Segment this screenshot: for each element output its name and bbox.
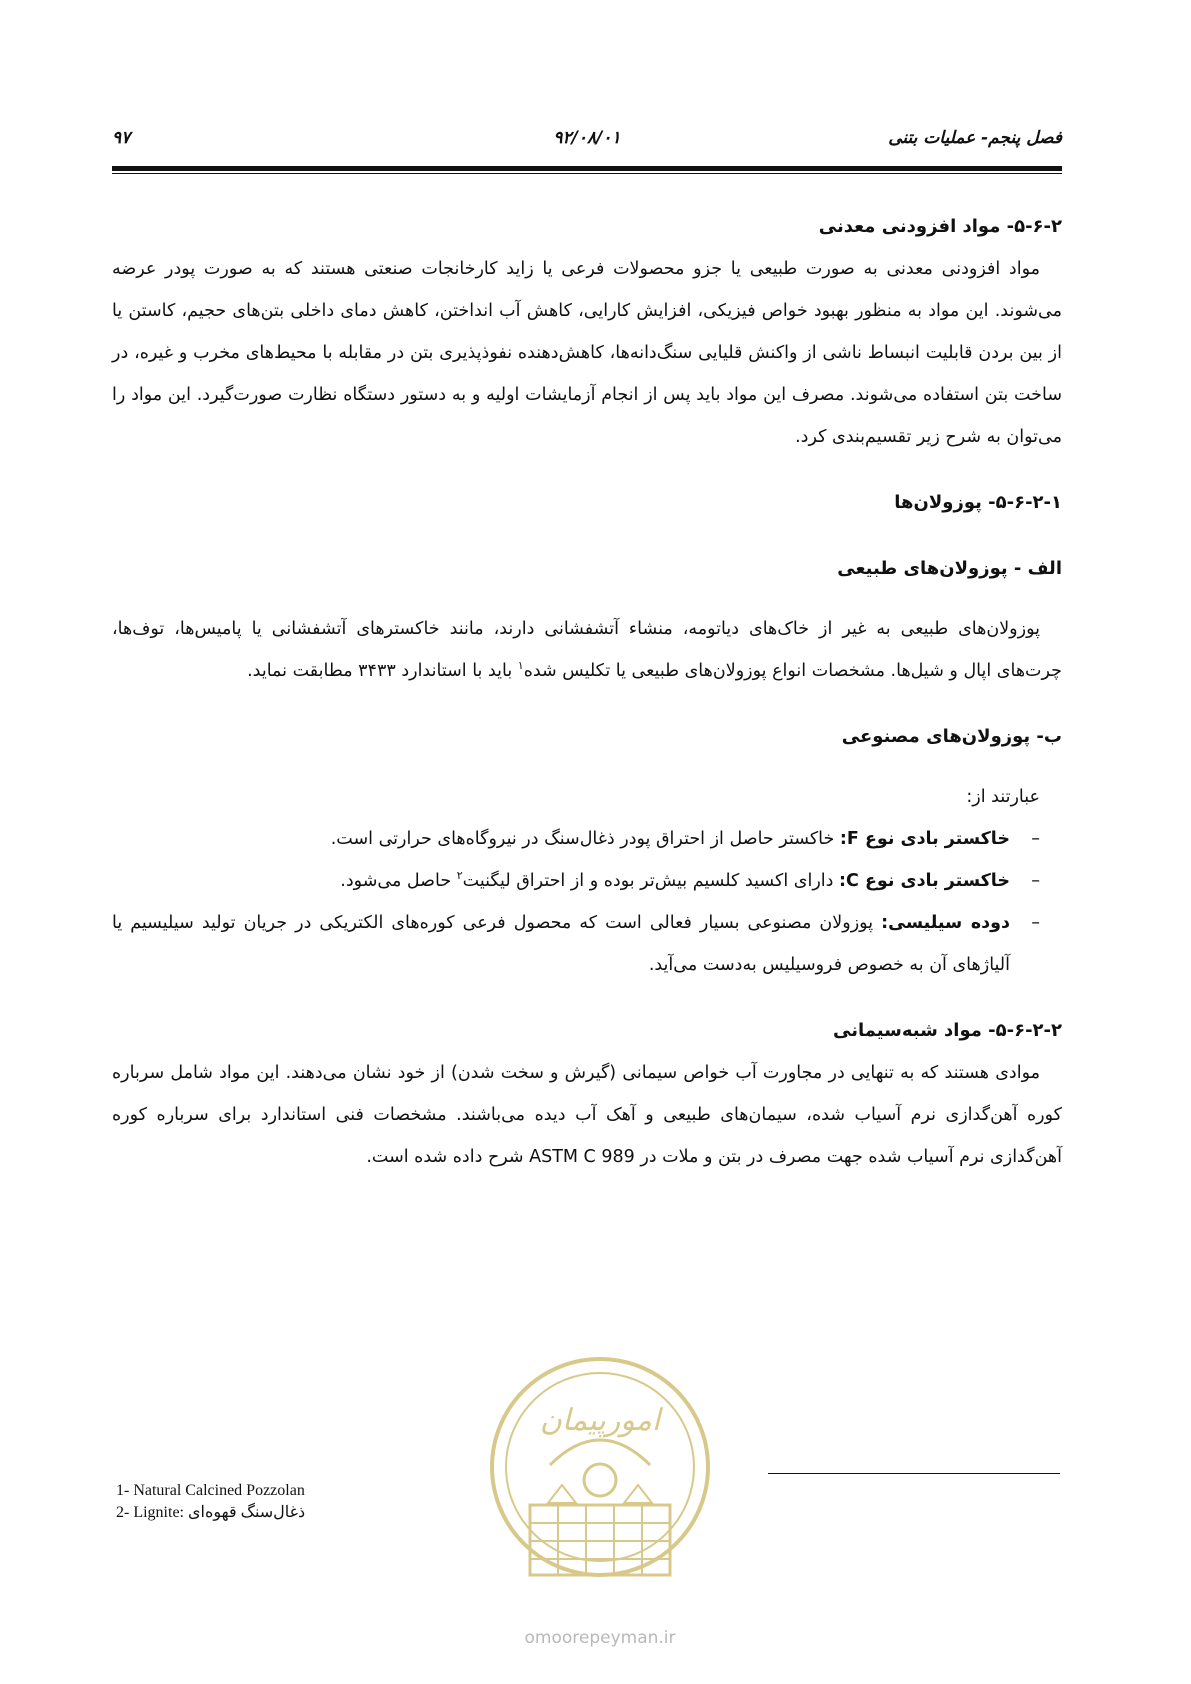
paragraph-mineral-admixtures: مواد افزودنی معدنی به صورت طبیعی یا جزو محصولات فرعی یا زاید کارخانجات صنعتی هستند که به صورت پودر عرضه می‌شوند. این مواد به منظور بهبود خواص فیزیکی، افزایش کارایی، کاهش آب انداختن، کاهش دمای داخلی بتن‌های حجیم، کاستن یا از بین بردن قابلیت انبساط ناشی از واکنش قلیایی سنگ‌دانه‌ها، کاهش‌دهنده نفوذپذیری بتن در مقابله با محیط‌های مخرب و غیره، در ساخت بتن استفاده می‌شوند. مصرف این مواد باید پس از انجام آزمایشات اولیه و به دستور دستگاه نظارت صورت‌گیرد. این مواد را می‌توان به شرح زیر تقسیم‌بندی کرد. [112,259,1062,447]
list-item-text: پوزولان مصنوعی بسیار فعالی است که محصول فرعی کوره‌های الکتریکی در جریان تولید سیلیسیم یا آلیاژهای آن به خصوص فروسیلیس به‌دست می‌آید. [112,913,1010,975]
list-item [112,902,1040,986]
paragraph-cementitious-materials: موادی هستند که به تنهایی در مجاورت آب خواص سیمانی (گیرش و سخت شدن) از خود نشان می‌دهند. این مواد شامل سرباره کوره آهن‌گدازی نرم آسیاب شده، سیمان‌های طبیعی و آهک آب دیده می‌باشند. مشخصات فنی استاندارد برای سرباره کوره آهن‌گدازی نرم آسیاب شده جهت مصرف در بتن و ملات در ASTM C 989 شرح داده شده است. [112,1063,1062,1167]
list-item-text: خاکستر حاصل از احتراق پودر ذغال‌سنگ در نیروگاه‌های حرارتی است. [330,829,840,849]
footnote-ref-2[interactable]: ۲ [456,869,463,883]
dash-bullet-icon: – [1031,829,1040,849]
section-heading-mineral-admixtures: ۵-۶-۲- مواد افزودنی معدنی [818,216,1062,237]
dash-bullet-icon: – [1031,913,1040,933]
list-item-term: خاکستر بادی نوع F: [839,829,1010,849]
footnote-ref-1[interactable]: ۱ [517,659,524,673]
list-item [112,860,1040,902]
chapter-title: فصل پنجم- عملیات بتنی [888,128,1062,148]
footnotes [116,1480,305,1524]
paragraph-natural-pozzolans [112,608,1062,692]
page-body [112,206,1062,1178]
list-item-text-end: حاصل می‌شود. [340,871,457,891]
list-item-term: دوده سیلیسی: [881,913,1010,933]
section-heading-artificial-pozzolans: ب- پوزولان‌های مصنوعی [841,726,1062,747]
list-item-text: دارای اکسید کلسیم بیش‌تر بوده و از احتراق لیگنیت [462,871,840,891]
dash-bullet-icon: – [1031,871,1040,891]
footnote-2: 2- Lignite: ذغال‌سنگ قهوه‌ای [116,1504,306,1521]
section-heading-natural-pozzolans: الف - پوزولان‌های طبیعی [837,558,1062,579]
list-item [112,818,1040,860]
natural-pozzolans-text-end: باید با استاندارد ۳۴۳۳ مطابقت نماید. [247,661,518,681]
list-intro: عبارتند از: [966,787,1040,807]
page-number: ۹۷ [112,128,131,148]
watermark-logo-text: امورپیمان [539,1403,661,1438]
artificial-pozzolans-list [112,818,1062,986]
natural-pozzolans-text: پوزولان‌های طبیعی به غیر از خاک‌های دیاتومه، منشاء آتشفشانی دارند، مانند خاکسترهای آتشفشانی یا پامیس‌ها، توف‌ها، چرت‌های اپال و شیل‌ها. مشخصات انواع پوزولان‌های طبیعی یا تکلیس شده [112,619,1062,681]
running-header [112,128,1062,162]
section-heading-cementitious-materials: ۵-۶-۲-۲- مواد شبه‌سیمانی [832,1020,1062,1041]
header-rule-thick [112,166,1062,171]
watermark-seal-icon [480,1355,720,1655]
list-item-term: خاکستر بادی نوع C: [839,871,1010,891]
footnote-separator [768,1473,1060,1474]
footnote-1: 1- Natural Calcined Pozzolan [116,1482,305,1499]
section-heading-pozzolans: ۵-۶-۲-۱- پوزولان‌ها [894,492,1062,513]
header-date: ۹۲/۰۸/۰۱ [553,128,621,148]
header-rule-thin [112,173,1062,174]
watermark-site-text: omoorepeyman.ir [524,1628,676,1648]
